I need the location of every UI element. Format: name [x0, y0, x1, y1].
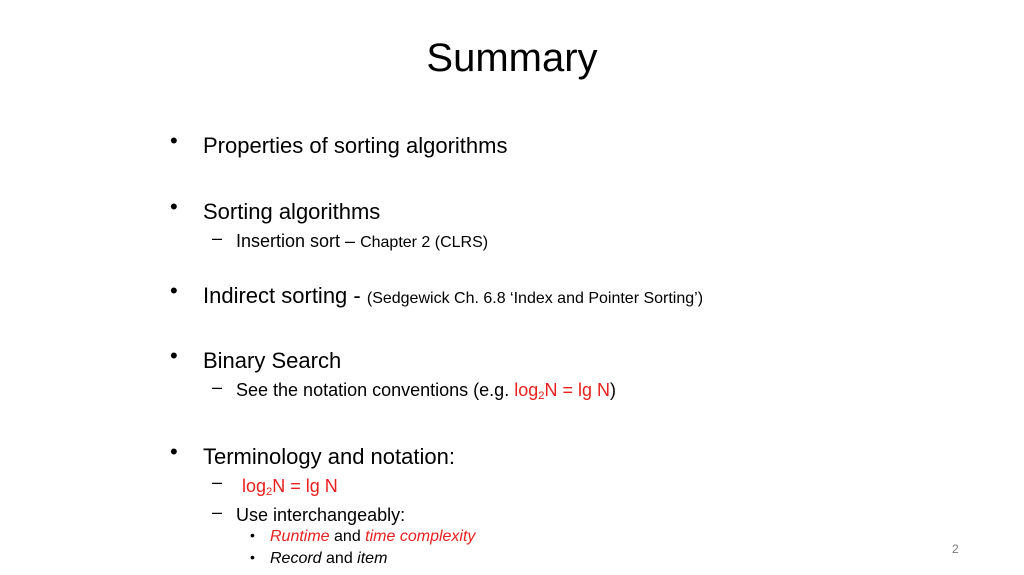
- subbullet-log-notation: [242, 475, 338, 497]
- term-record: Record: [270, 550, 322, 567]
- bullet-icon: •: [170, 128, 178, 153]
- page-number: 2: [952, 542, 959, 556]
- log-rest: N = lg N: [272, 476, 338, 496]
- bullet-indirect-sorting: [203, 282, 703, 313]
- and-text: and: [329, 528, 366, 545]
- notation-suffix: ): [609, 380, 616, 400]
- bullet-icon: •: [250, 527, 255, 543]
- bullet-binary-search: Binary Search: [203, 348, 342, 373]
- log-text: log: [514, 380, 539, 400]
- clrs-reference: Chapter 2 (CLRS): [360, 234, 489, 251]
- dash-icon: –: [212, 377, 223, 397]
- term-runtime: Runtime: [270, 528, 330, 545]
- log-base: 2: [266, 485, 273, 498]
- subbullet-insertion-sort: [236, 230, 488, 254]
- bullet-icon: •: [250, 549, 255, 565]
- log-rest: N = lg N: [544, 380, 610, 400]
- dash-icon: –: [212, 502, 223, 522]
- sedgewick-reference: (Sedgewick Ch. 6.8 ‘Index and Pointer Sorting’): [366, 290, 704, 307]
- list-item-record: [270, 549, 387, 569]
- log-text: log: [242, 476, 267, 496]
- bullet-icon: •: [170, 343, 178, 368]
- notation-prefix: See the notation conventions (e.g.: [236, 380, 515, 400]
- subbullet-interchangeable: Use interchangeably:: [236, 505, 406, 525]
- separator: –: [340, 231, 361, 251]
- bullet-properties: Properties of sorting algorithms: [203, 133, 508, 158]
- term-time-complexity: time complexity: [365, 528, 476, 545]
- subbullet-notation-conventions: [236, 379, 616, 401]
- bullet-icon: •: [170, 194, 178, 219]
- dash-icon: –: [212, 228, 223, 248]
- log-base: 2: [538, 389, 545, 402]
- bullet-terminology: Terminology and notation:: [203, 444, 455, 469]
- indirect-sorting-label: Indirect sorting: [203, 283, 348, 308]
- dash-icon: –: [212, 472, 223, 492]
- log-notation: [514, 380, 610, 400]
- separator: -: [347, 283, 367, 308]
- insertion-sort-label: Insertion sort: [236, 231, 341, 251]
- bullet-sorting-algorithms: Sorting algorithms: [203, 199, 381, 224]
- and-text: and: [321, 550, 358, 567]
- bullet-icon: •: [170, 439, 178, 464]
- bullet-icon: •: [170, 278, 178, 303]
- term-item: item: [357, 550, 388, 567]
- slide-title: Summary: [426, 36, 598, 80]
- list-item-runtime: [270, 527, 475, 547]
